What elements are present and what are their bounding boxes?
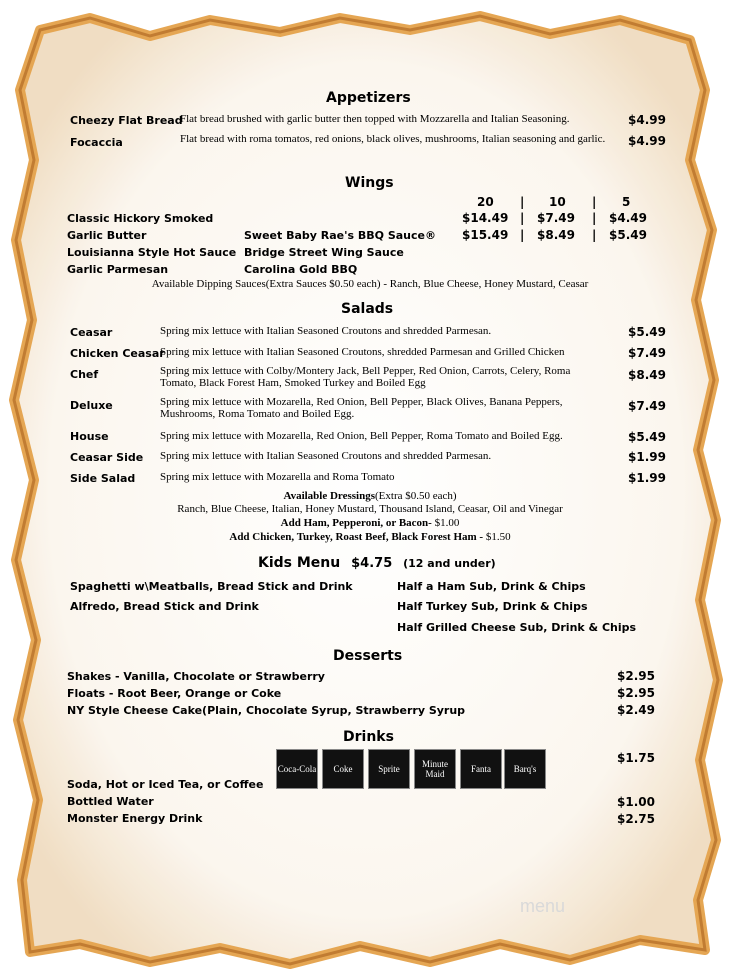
kids-menu-heading [258, 555, 496, 571]
salad-name: Chef [70, 368, 99, 381]
wings-size-20: 20 [477, 195, 494, 209]
addon-line-2 [60, 531, 680, 543]
addon-1-label: Add Ham, Pepperoni, or Bacon- [280, 517, 432, 529]
kids-item: Half a Ham Sub, Drink & Chips [397, 580, 586, 593]
salad-name: House [70, 430, 109, 443]
wing-flavor: Garlic Butter [67, 229, 147, 242]
wings-size-10: 10 [549, 195, 566, 209]
salad-name: Side Salad [70, 472, 136, 485]
appetizer-name: Cheezy Flat Bread [70, 114, 183, 127]
dessert-price: $2.95 [617, 686, 655, 700]
wing-price: $4.49 [609, 211, 647, 225]
dressings-list: Ranch, Blue Cheese, Italian, Honey Mustard, Thousand Island, Ceasar, Oil and Vinegar [177, 503, 563, 515]
minute-maid-logo: Minute Maid [414, 749, 456, 789]
addon-line-1 [60, 517, 680, 529]
salad-desc: Spring mix lettuce with Mozarella and Roma Tomato [160, 471, 395, 483]
salad-price: $7.49 [628, 399, 666, 413]
appetizer-desc: Flat bread brushed with garlic butter then topped with Mozzarella and Italian Seasoning. [180, 113, 570, 125]
salad-desc: Spring mix lettuce with Italian Seasoned Croutons, shredded Parmesan and Grilled Chicken [160, 346, 565, 358]
drink-name: Soda, Hot or Iced Tea, or Coffee [67, 778, 264, 791]
dessert-price: $2.49 [617, 703, 655, 717]
appetizers-heading: Appetizers [326, 90, 411, 106]
coca-cola-logo: Coca-Cola [276, 749, 318, 789]
salad-name: Deluxe [70, 399, 113, 412]
wing-flavor: Carolina Gold BBQ [244, 263, 358, 276]
kids-item: Alfredo, Bread Stick and Drink [70, 600, 259, 613]
kids-item: Half Turkey Sub, Drink & Chips [397, 600, 588, 613]
dessert-name: NY Style Cheese Cake(Plain, Chocolate Syrup, Strawberry Syrup [67, 704, 466, 717]
dipping-sauces-note: Available Dipping Sauces(Extra Sauces $0.50 each) - Ranch, Blue Cheese, Honey Mustard, Ceasar [151, 278, 589, 290]
wing-flavor: Louisianna Style Hot Sauce [67, 246, 237, 259]
salad-price: $1.99 [628, 471, 666, 485]
dessert-price: $2.95 [617, 669, 655, 683]
sprite-logo: Sprite [368, 749, 410, 789]
desserts-heading: Desserts [333, 648, 403, 664]
wing-price: $8.49 [537, 228, 575, 242]
wing-price-sep: | [520, 211, 525, 225]
salad-name: Ceasar [70, 326, 113, 339]
appetizer-desc: Flat bread with roma tomatos, red onions, black olives, mushrooms, Italian seasoning and garlic. [180, 133, 606, 145]
salad-desc: Spring mix lettuce with Mozarella, Red Onion, Bell Pepper, Roma Tomato and Boiled Egg. [160, 430, 563, 442]
wing-flavor: Sweet Baby Rae's BBQ Sauce® [244, 229, 436, 242]
salad-price: $5.49 [628, 325, 666, 339]
wing-price: $5.49 [609, 228, 647, 242]
salad-price: $5.49 [628, 430, 666, 444]
salad-name: Ceasar Side [70, 451, 144, 464]
drink-price: $1.00 [617, 795, 655, 809]
kids-item: Spaghetti w\Meatballs, Bread Stick and Drink [70, 580, 353, 593]
wings-size-sep: | [520, 195, 525, 209]
wing-flavor: Classic Hickory Smoked [67, 212, 214, 225]
salads-heading: Salads [341, 301, 394, 317]
wings-size-5: 5 [622, 195, 631, 209]
addon-2-price: $1.50 [483, 531, 511, 543]
wing-price-sep: | [520, 228, 525, 242]
fanta-logo: Fanta [460, 749, 502, 789]
addon-1-price: $1.00 [431, 517, 460, 529]
soda-price: $1.75 [617, 751, 655, 765]
wing-price: $7.49 [537, 211, 575, 225]
wings-heading: Wings [345, 175, 394, 191]
salad-desc: Spring mix lettuce with Italian Seasoned Croutons and shredded Parmesan. [160, 325, 492, 337]
appetizer-name: Focaccia [70, 136, 123, 149]
salad-name: Chicken Ceasar [70, 347, 165, 360]
salad-price: $7.49 [628, 346, 666, 360]
kids-menu-note: (12 and under) [403, 557, 496, 570]
kids-menu-title: Kids Menu [258, 555, 341, 571]
dessert-name: Floats - Root Beer, Orange or Coke [67, 687, 282, 700]
coke-logo: Coke [322, 749, 364, 789]
salad-desc: Spring mix lettuce with Italian Seasoned Croutons and shredded Parmesan. [160, 450, 492, 462]
wing-price: $14.49 [462, 211, 509, 225]
wing-price-sep: | [592, 211, 597, 225]
dessert-name: Shakes - Vanilla, Chocolate or Strawberry [67, 670, 325, 683]
salad-desc: Spring mix lettuce with Colby/Montery Jack, Bell Pepper, Red Onion, Carrots, Celery, Roma Tomato, Black Forest Ham, Smoked Turkey and Boiled Egg [160, 365, 571, 389]
kids-menu-price: $4.75 [351, 556, 393, 571]
dressings-extra: (Extra $0.50 each) [375, 490, 457, 502]
kids-item: Half Grilled Cheese Sub, Drink & Chips [397, 621, 637, 634]
drink-price: $2.75 [617, 812, 655, 826]
dressings-title: Available Dressings [283, 490, 376, 502]
drink-name: Monster Energy Drink [67, 812, 203, 825]
appetizer-price: $4.99 [628, 113, 666, 127]
appetizer-price: $4.99 [628, 134, 666, 148]
addon-2-label: Add Chicken, Turkey, Roast Beef, Black Forest Ham - [229, 531, 484, 543]
wing-price: $15.49 [462, 228, 509, 242]
drinks-heading: Drinks [343, 729, 394, 745]
dressings-line [60, 490, 680, 502]
salad-price: $8.49 [628, 368, 666, 382]
drink-name: Bottled Water [67, 795, 154, 808]
salad-price: $1.99 [628, 450, 666, 464]
wing-flavor: Bridge Street Wing Sauce [244, 246, 404, 259]
salad-desc: Spring mix lettuce with Mozarella, Red Onion, Bell Pepper, Black Olives, Banana Peppers, Mushrooms, Roma Tomato and Boiled Egg. [160, 396, 563, 420]
watermark: menu [520, 896, 566, 916]
wings-size-sep: | [592, 195, 597, 209]
wing-flavor: Garlic Parmesan [67, 263, 169, 276]
wing-price-sep: | [592, 228, 597, 242]
barqs-logo: Barq's [504, 749, 546, 789]
